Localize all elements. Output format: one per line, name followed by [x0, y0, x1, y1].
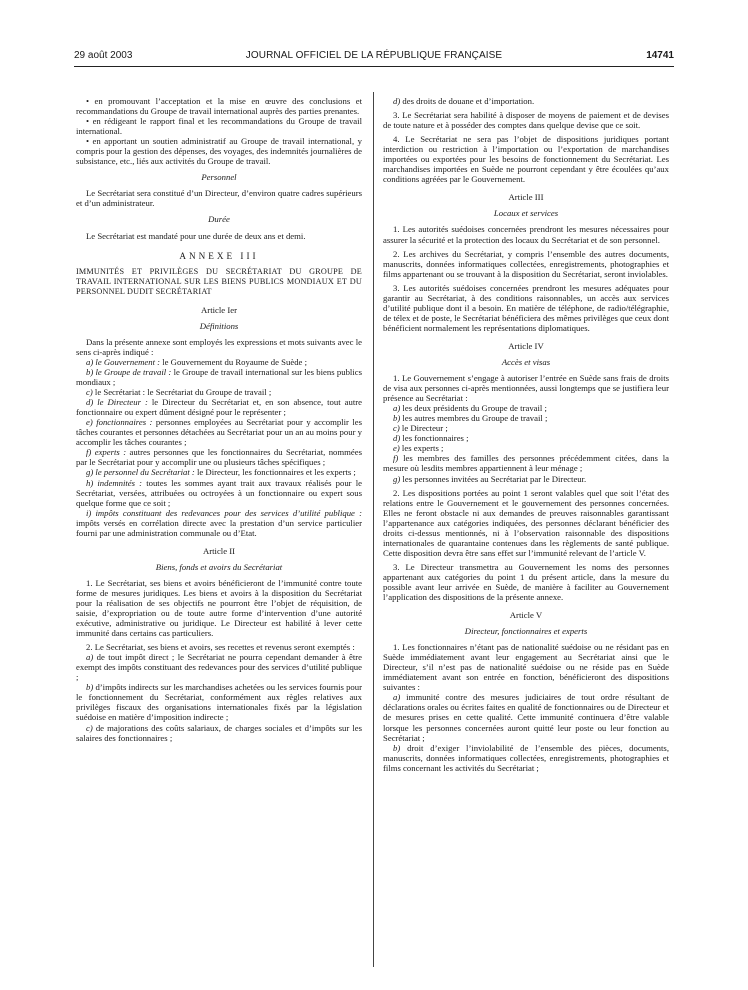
bullet-paragraph: • en apportant un soutien administratif au Groupe de travail international, y compris pour la gestion des dépenses, des voyages, des indemnités journalières de subsistance, etc., liés aux activités du Groupe de travail. [76, 136, 362, 167]
section-heading: Durée [208, 214, 230, 225]
article-title: Article IV [508, 340, 544, 351]
list-item: d) des droits de douane et d’importation. [393, 96, 535, 106]
right-column [383, 96, 669, 773]
bullet-paragraph: • en rédigeant le rapport final et les recommandations du Groupe de travail international. [76, 116, 362, 137]
list-item: d) les fonctionnaires ; [393, 433, 469, 444]
paragraph: Dans la présente annexe sont employés les expressions et mots suivants avec le sens ci-après indiqué : [76, 336, 362, 357]
paragraph: 3. Les autorités suédoises concernées prendront les mesures adéquates pour garantir au Secrétariat, à des conditions raisonnables, un accès aux services d’utilité publique dont il a besoin. En matière de téléphone, de radio/télégraphie, de télex et de poste, le Secrétariat bénéficiera des mêmes privilèges que ceux dont bénéficient normalement les représentations diplomatiques. [383, 282, 669, 333]
article-subtitle: Locaux et services [493, 208, 559, 219]
definition-term: d) le Directeur : [86, 397, 148, 408]
paragraph: 3. Le Directeur transmettra au Gouvernement les noms des personnes appartenant aux catégories du point 1 du présent article, dans la mesure du possible avant leur arrivée en Suède, de manière à faciliter au Gouvernement l’application des dispositions de la présente annexe. [383, 561, 669, 603]
left-column [76, 96, 362, 743]
definition-term: c) [86, 387, 93, 398]
definition-item: e) fonctionnaires : personnes employées au Secrétariat pour y accomplir les tâches courantes et personnes détachées au Secrétariat pour un an au moins pour y accomplir les tâches courantes ; [76, 417, 362, 448]
section-heading: Personnel [201, 172, 237, 183]
article-title: Article V [509, 610, 543, 621]
list-item: a) de tout impôt direct ; le Secrétariat ne pourra cependant demander à être exempt des impôts constituant des redevances pour des services d’utilité publique ; [76, 652, 362, 683]
list-item: b) d’impôts indirects sur les marchandises achetées ou les services fournis pour le fonctionnement du Secrétariat, conformément aux règles relatives aux privilèges fiscaux des organisations internationales fixés par la législation suédoise en matière d’imposition indirecte ; [76, 682, 362, 723]
page-header [74, 50, 674, 66]
list-item: b) les autres membres du Groupe de travail ; [393, 413, 548, 424]
definition-item: c) le Secrétariat : le Secrétariat du Groupe de travail ; [86, 387, 272, 398]
definition-item: b) le Groupe de travail : le Groupe de travail international sur les biens publics mondiaux ; [76, 366, 363, 388]
bullet-paragraph: • en promouvant l’acceptation et la mise en œuvre des conclusions et recommandations du Groupe de travail international auprès des parties prenantes. [76, 96, 362, 117]
article-title: Article Ier [201, 304, 237, 315]
definition-term: a) le Gouvernement : [86, 356, 161, 367]
article-title: Article III [508, 192, 544, 203]
paragraph: 2. Les archives du Secrétariat, y compris l’ensemble des autres documents, manuscrits, données informatiques collectées, enregistrements, photographies et films appartenant ou se trouvant à la disposition du Secrétariat, seront inviolables. [383, 248, 669, 279]
list-item: a) immunité contre des mesures judiciaires de tout ordre résultant de déclarations orales ou écrites faites en qualité de fonctionnaires ou de Directeur et de mesures prises en cette qualité. Cette immunité continuera d’être valable lorsque les personnes concernées auront quitté leur poste ou leur fonction au Secrétariat ; [383, 692, 669, 743]
definition-term: g) le personnel du Secrétariat : [86, 467, 195, 478]
paragraph: 1. Les fonctionnaires n’étant pas de nationalité suédoise ou ne résidant pas en Suède immédiatement avant leur engagement au Secrétariat ainsi que le Directeur, s’il n’est pas de nationalité suédoise ou ne réside pas en Suède immédiatement avant son entrée en fonction, bénéficieront des dispositions suivantes : [383, 642, 669, 693]
definition-term: h) indemnités : [86, 477, 143, 488]
issue-date: 29 août 2003 [74, 50, 133, 61]
article-subtitle: Définitions [199, 320, 239, 331]
paragraph: 2. Les dispositions portées au point 1 seront valables quel que soit l’état des relations entre le Gouvernement et le gouvernement des personnes concernées. Elles ne feront obstacle ni aux demandes de preuves raisonnables garantissant l’appartenance aux catégories indiquées, des personnes déclarant bénéficier des droits ci-dessus mentionnés, ni à l’observation raisonnable des dispositions internationales de quarantaine contenues dans les règlements de santé publique. Cette disposition devra être sans effet sur l’immunité relevant de l’article V. [383, 487, 669, 558]
article-subtitle: Directeur, fonctionnaires et experts [464, 626, 588, 637]
article-subtitle: Biens, fonds et avoirs du Secrétariat [155, 561, 283, 572]
definition-item: d) le Directeur : le Directeur du Secrétariat et, en son absence, tout autre fonctionnaire ou expert dûment désigné pour le représenter ; [76, 397, 362, 418]
paragraph: 1. Le Secrétariat, ses biens et avoirs bénéficieront de l’immunité contre toute forme de mesures juridiques. Les biens et avoirs à la disposition du Secrétariat pour la réalisation de ses objectifs ne pourront être l’objet de réquisition, de saisie, d’expropriation ou de toute autre forme d’intervention d’une autorité exécutive, administrative ou juridique. Le Directeur est habilité à lever cette immunité dans certains cas particuliers. [76, 577, 362, 639]
paragraph: 1. Les autorités suédoises concernées prendront les mesures nécessaires pour assurer la sécurité et la protection des locaux du Secrétariat et de son personnel. [383, 224, 669, 245]
paragraph: Le Secrétariat sera constitué d’un Directeur, d’environ quatre cadres supérieurs et d’un administrateur. [76, 188, 362, 209]
list-item: c) le Directeur ; [393, 423, 448, 434]
paragraph: 4. Le Secrétariat ne sera pas l’objet de dispositions juridiques portant interdiction ou restriction à l’importation ou l’exportation de marchandises importées ou exportées pour les besoins de fonctionnement du Secrétariat. Les marchandises importées en Suède ne pourront cependant y être écoulées qu’aux conditions agréées par le Gouvernement. [383, 134, 669, 185]
annex-title: ANNEXE III [179, 250, 259, 261]
header-rule [74, 66, 674, 67]
list-item: b) droit d’exiger l’inviolabilité de l’ensemble des pièces, documents, manuscrits, données informatiques collectées, enregistrements, photographies et films concernant les activités du Secrétariat ; [383, 742, 669, 773]
list-item: g) les personnes invitées au Secrétariat par le Directeur. [393, 473, 587, 484]
definition-item: f) experts : autres personnes que les fonctionnaires du Secrétariat, nommées par le Secrétariat pour y accomplir une ou plusieurs tâches spécifiques ; [76, 447, 362, 468]
article-subtitle: Accès et visas [501, 356, 551, 367]
definition-item: a) le Gouvernement : le Gouvernement du Royaume de Suède ; [86, 356, 307, 367]
list-item: a) les deux présidents du Groupe de travail ; [393, 403, 547, 414]
column-divider [373, 92, 374, 967]
paragraph: 1. Le Gouvernement s’engage à autoriser l’entrée en Suède sans frais de droits de visa aux personnes ci-après mentionnées, aussi longtemps que se justifiera leur présence au Secrétariat : [383, 373, 669, 404]
definition-item: g) le personnel du Secrétariat : le Directeur, les fonctionnaires et les experts ; [86, 467, 356, 478]
paragraph: Le Secrétariat est mandaté pour une durée de deux ans et demi. [86, 230, 306, 241]
list-item: e) les experts ; [393, 443, 444, 454]
paragraph: 2. Le Secrétariat, ses biens et avoirs, ses recettes et revenus seront exemptés : [86, 642, 355, 653]
definition-term: i) impôts constituant des redevances pour des services d’utilité publique : [86, 507, 362, 518]
page-number: 14741 [646, 50, 674, 61]
definition-term: b) le Groupe de travail : [86, 366, 172, 377]
annex-subtitle: IMMUNITÉS ET PRIVILÈGES DU SECRÉTARIAT DU GROUPE DE TRAVAIL INTERNATIONAL SUR LES BIENS PUBLICS MONDIAUX ET DU PERSONNEL DUDIT SECRÉTARIAT [76, 266, 362, 296]
definition-item: h) indemnités : toutes les sommes ayant trait aux travaux réalisés pour le Secrétariat, versées, attribuées ou octroyées à un fonctionnaire ou expert sous quelque forme que ce soit ; [76, 477, 362, 508]
journal-title: JOURNAL OFFICIEL DE LA RÉPUBLIQUE FRANÇAISE [245, 50, 503, 61]
definition-item: i) impôts constituant des redevances pour des services d’utilité publique : impôts versés en corrélation directe avec la prestation d’un service particulier fourni par une administration communale ou d’Etat. [76, 507, 362, 538]
article-title: Article II [202, 545, 236, 556]
definition-term: e) fonctionnaires : [86, 417, 153, 428]
paragraph: 3. Le Secrétariat sera habilité à disposer de moyens de paiement et de devises de toute nature et à posséder des comptes dans quelque devise que ce soit. [383, 110, 669, 131]
list-item: c) de majorations des coûts salariaux, de charges sociales et d’impôts sur les salaires des fonctionnaires ; [76, 722, 362, 743]
definition-term: f) experts : [86, 447, 127, 458]
list-item: f) les membres des familles des personnes précédemment citées, dans la mesure où lesdits membres appartiennent à leur ménage ; [383, 453, 669, 474]
